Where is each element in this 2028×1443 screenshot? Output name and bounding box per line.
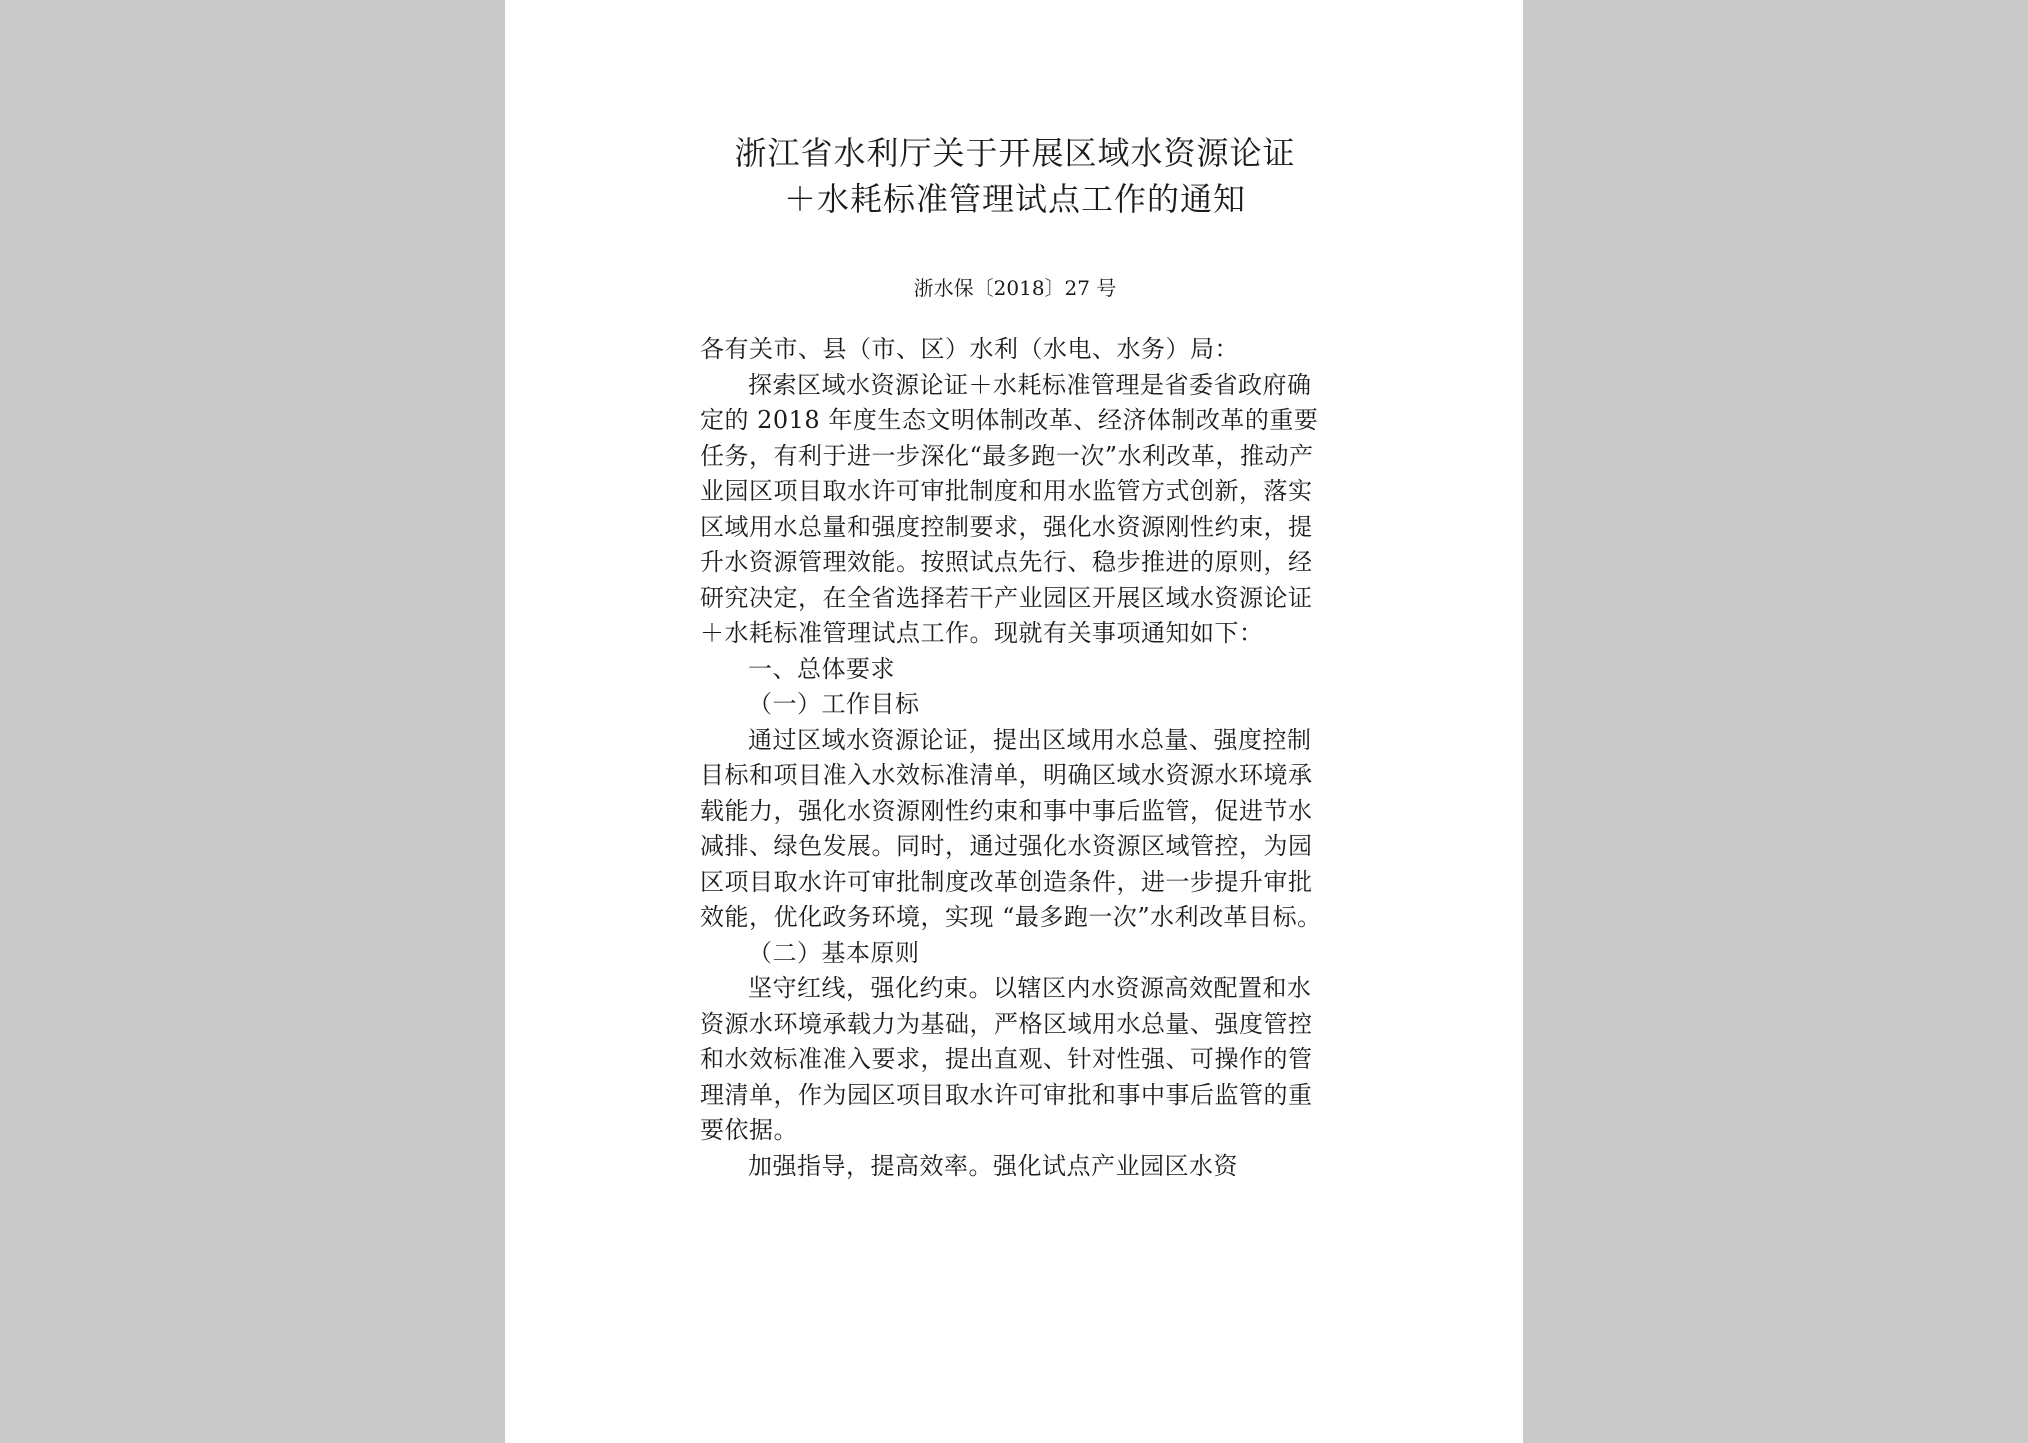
subheading-work-goals: （一）工作目标 bbox=[748, 690, 920, 718]
salutation: 各有关市、县（市、区）水利（水电、水务）局： bbox=[700, 335, 1239, 363]
goal-paragraph: 通过区域水资源论证，提出区域用水总量、强度控制目标和项目准入水效标准清单，明确区域水资源水环境承载能力，强化水资源刚性约束和事中事后监管，促进节水减排、绿色发展。同时，通过强化水资源区域管控，为园区项目取水许可审批制度改革创造条件，进一步提升审批效能，优化政务环境，实现 “最多跑一次”水利改革目标。 bbox=[700, 725, 1322, 931]
principle-paragraph-1: 坚守红线，强化约束。以辖区内水资源高效配置和水资源水环境承载力为基础，严格区域用水总量、强度管控和水效标准准入要求，提出直观、针对性强、可操作的管理清单，作为园区项目取水许可审批和事中事后监管的重要依据。 bbox=[700, 974, 1313, 1144]
intro-paragraph: 探索区域水资源论证＋水耗标准管理是省委省政府确定的 2018 年度生态文明体制改革、经济体制改革的重要任务，有利于进一步深化“最多跑一次”水利改革，推动产业园区项目取水许可审批制度和用水监管方式创新，落实区域用水总量和强度控制要求，强化水资源刚性约束，提升水资源管理效能。按照试点先行、稳步推进的原则，经研究决定，在全省选择若干产业园区开展区域水资源论证＋水耗标准管理试点工作。现就有关事项通知如下： bbox=[700, 370, 1319, 647]
section-heading-general-requirements: 一、总体要求 bbox=[748, 654, 895, 683]
document-body bbox=[700, 332, 1330, 1184]
title-line-1: 浙江省水利厅关于开展区域水资源论证 bbox=[734, 134, 1296, 172]
document-content bbox=[700, 130, 1330, 1184]
document-number: 浙水保〔2018〕27 号 bbox=[913, 276, 1117, 300]
document-title bbox=[700, 130, 1330, 222]
principle-paragraph-2: 加强指导，提高效率。强化试点产业园区水资 bbox=[748, 1151, 1238, 1180]
subheading-basic-principles: （二）基本原则 bbox=[748, 938, 920, 967]
document-page bbox=[505, 0, 1523, 1443]
title-line-2: ＋水耗标准管理试点工作的通知 bbox=[783, 180, 1246, 218]
